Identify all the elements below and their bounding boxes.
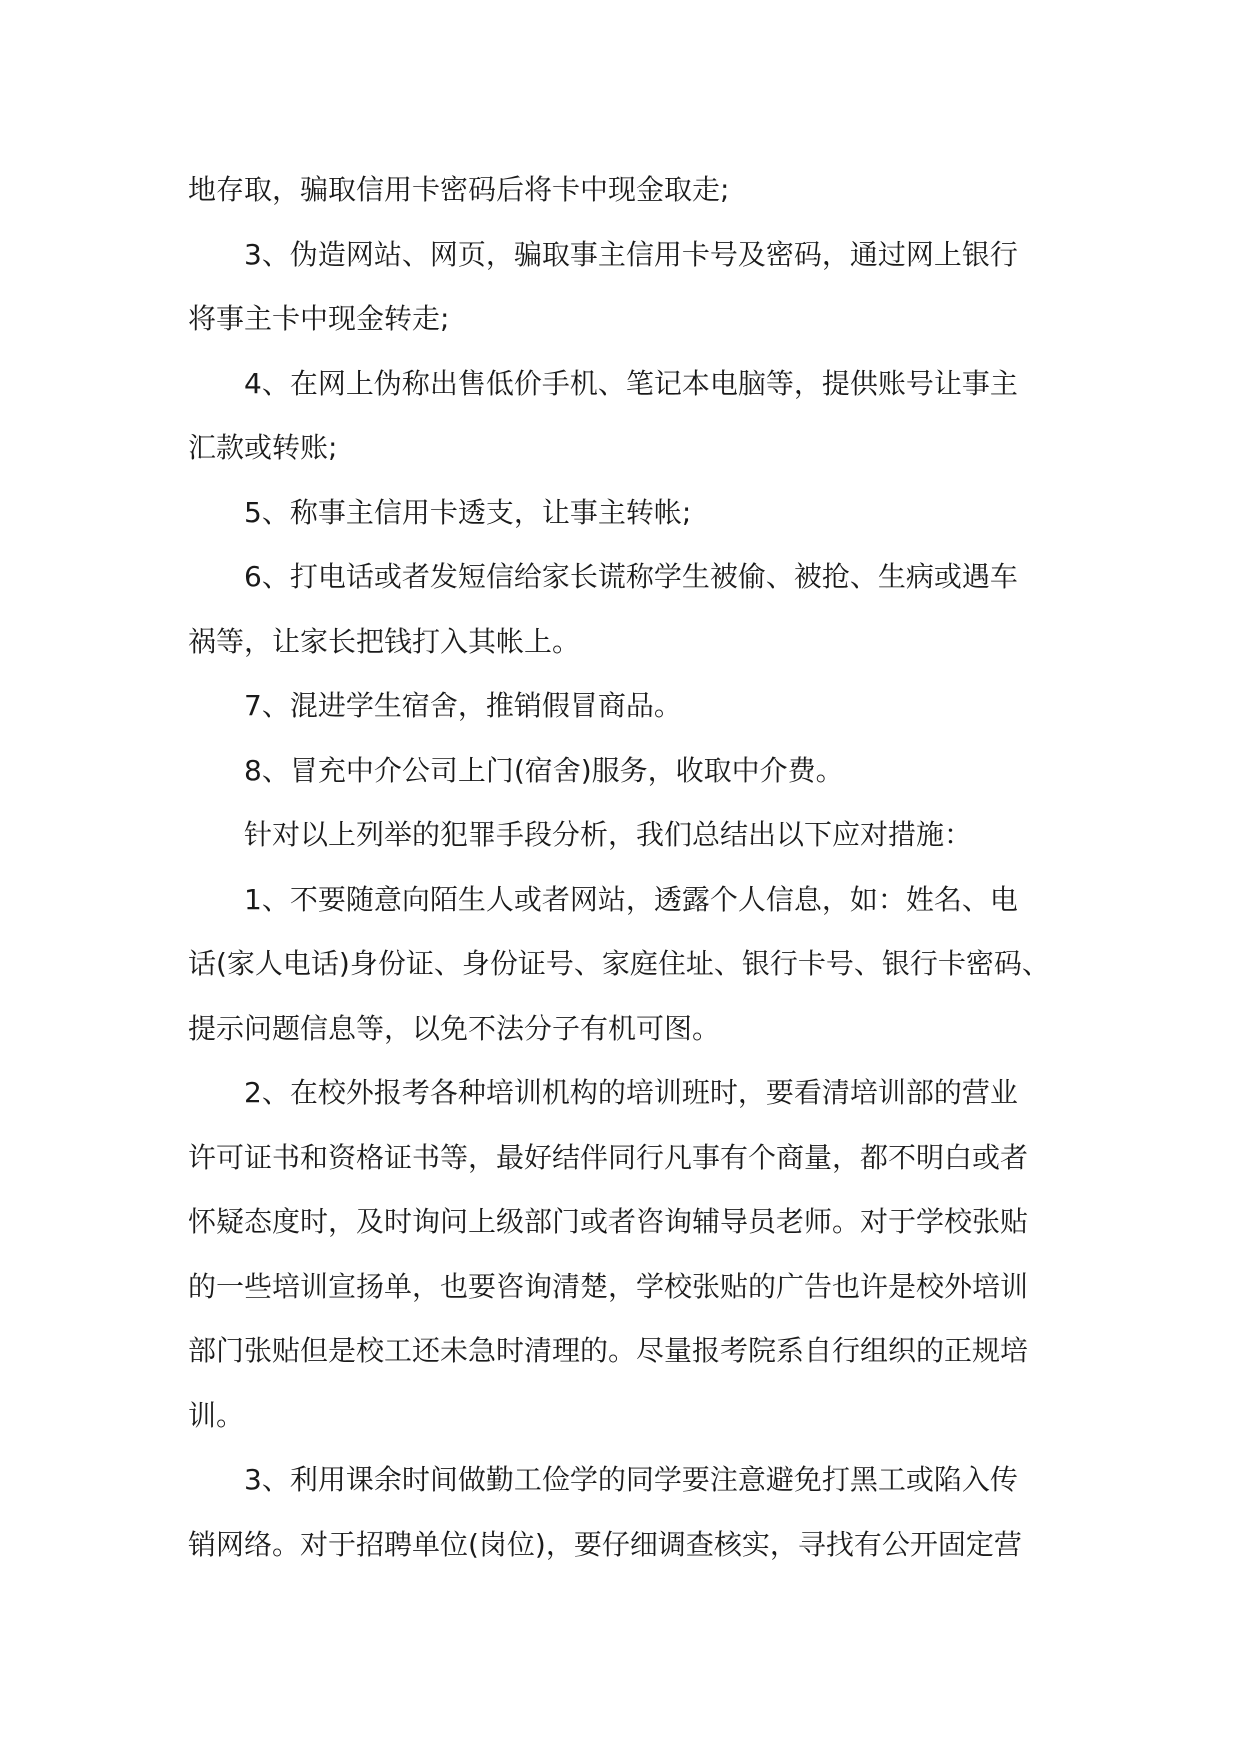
text-line: 的一些培训宣扬单，也要咨询清楚，学校张贴的广告也许是校外培训 <box>188 1269 1029 1303</box>
paragraph-8 <box>188 803 1054 868</box>
text-line: 3、利用课余时间做勤工俭学的同学要注意避免打黑工或陷入传 <box>244 1463 1018 1496</box>
text-line: 7、混进学生宿舍，推销假冒商品。 <box>244 689 682 722</box>
text-line: 地存取，骗取信用卡密码后将卡中现金取走; <box>188 173 730 206</box>
text-line: 8、冒充中介公司上门(宿舍)服务，收取中介费。 <box>244 753 844 787</box>
paragraph-10 <box>188 1061 1054 1448</box>
paragraph-4 <box>188 481 1054 546</box>
text-line: 4、在网上伪称出售低价手机、笔记本电脑等，提供账号让事主 <box>244 366 1018 400</box>
text-line: 将事主卡中现金转走; <box>188 302 450 335</box>
text-line: 提示问题信息等，以免不法分子有机可图。 <box>188 1011 721 1045</box>
text-line: 训。 <box>188 1398 245 1432</box>
text-line: 汇款或转账; <box>188 431 338 464</box>
text-line: 5、称事主信用卡透支，让事主转帐; <box>244 495 692 529</box>
paragraph-5 <box>188 545 1054 674</box>
paragraph-2 <box>188 223 1054 352</box>
paragraph-6 <box>188 674 1054 739</box>
paragraph-9 <box>188 868 1054 1062</box>
paragraph-1 <box>188 158 1054 223</box>
paragraph-3 <box>188 352 1054 481</box>
text-line: 6、打电话或者发短信给家长谎称学生被偷、被抢、生病或遇车 <box>244 560 1018 593</box>
text-line: 许可证书和资格证书等，最好结伴同行凡事有个商量，都不明白或者 <box>188 1140 1029 1174</box>
text-line: 部门张贴但是校工还未急时清理的。尽量报考院系自行组织的正规培 <box>188 1334 1029 1367</box>
paragraph-11 <box>188 1448 1054 1577</box>
text-line: 销网络。对于招聘单位(岗位)，要仔细调查核实，寻找有公开固定营 <box>188 1527 1022 1561</box>
text-line: 针对以上列举的犯罪手段分析，我们总结出以下应对措施： <box>244 818 973 851</box>
text-line: 话(家人电话)身份证、身份证号、家庭住址、银行卡号、银行卡密码、 <box>188 947 1050 980</box>
text-line: 1、不要随意向陌生人或者网站，透露个人信息，如：姓名、电 <box>244 882 1018 916</box>
text-line: 2、在校外报考各种培训机构的培训班时，要看清培训部的营业 <box>244 1076 1018 1109</box>
text-line: 3、伪造网站、网页，骗取事主信用卡号及密码，通过网上银行 <box>244 237 1018 271</box>
text-line: 祸等，让家长把钱打入其帐上。 <box>188 624 581 658</box>
document-body <box>188 158 1054 1577</box>
paragraph-7 <box>188 739 1054 804</box>
text-line: 怀疑态度时，及时询问上级部门或者咨询辅导员老师。对于学校张贴 <box>188 1205 1029 1238</box>
